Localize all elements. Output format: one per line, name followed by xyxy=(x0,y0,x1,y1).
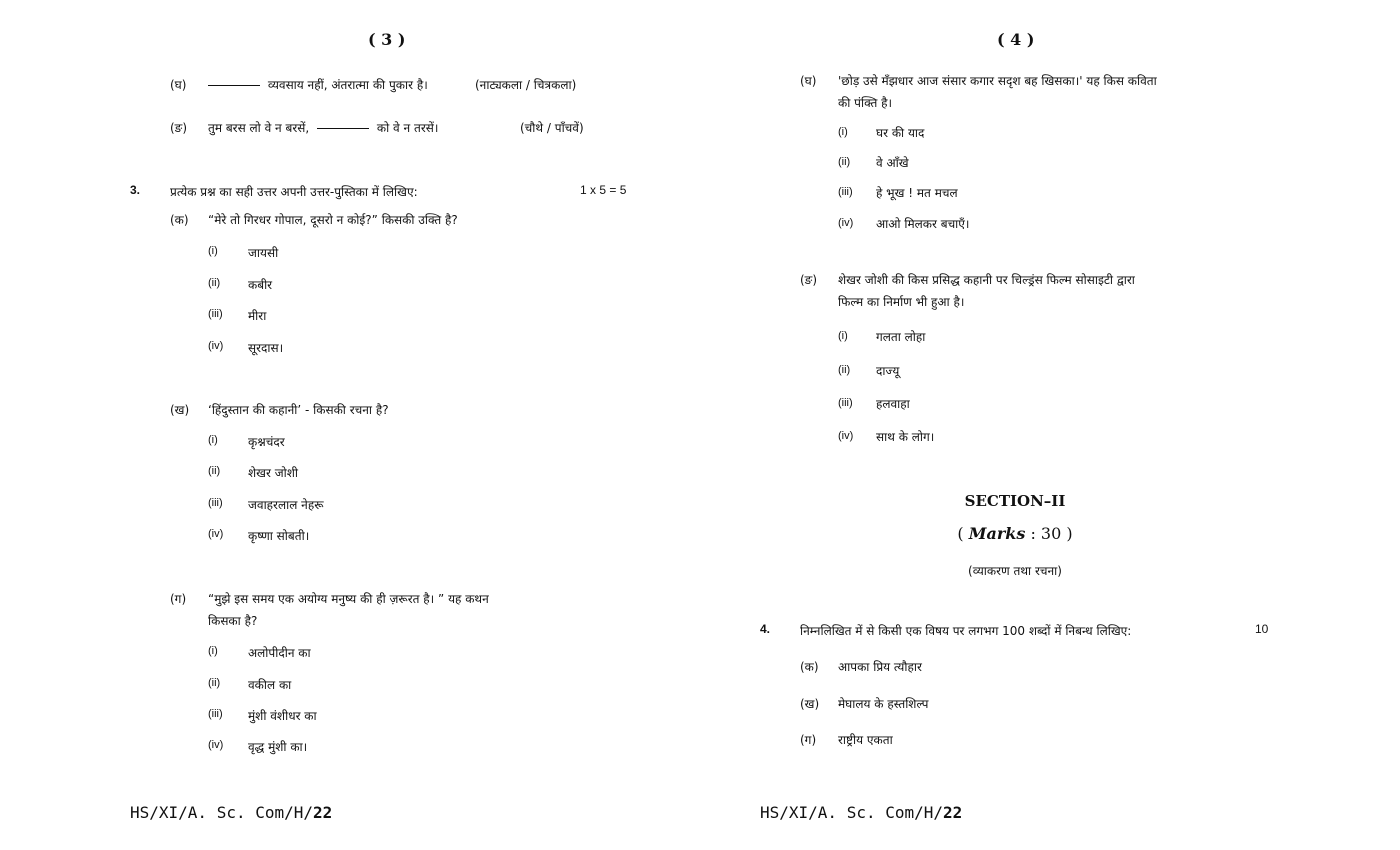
blank-space xyxy=(208,85,260,86)
option-number: (i) xyxy=(208,434,218,446)
question-marks: 1 x 5 = 5 xyxy=(580,183,627,197)
part-tag: (ख) xyxy=(170,403,190,417)
option-number: (i) xyxy=(208,245,218,257)
question-instruction: निम्नलिखित में से किसी एक विषय पर लगभग 100 शब्दों में निबन्ध लिखिए: xyxy=(800,624,1132,638)
option-text: गलता लोहा xyxy=(876,330,926,344)
option-text: कबीर xyxy=(248,278,273,292)
option-number: (ii) xyxy=(838,364,851,376)
question-instruction: प्रत्येक प्रश्न का सही उत्तर अपनी उत्तर-पुस्तिका में लिखिए: xyxy=(170,185,418,199)
option-text: हलवाहा xyxy=(876,397,910,411)
option-number: (ii) xyxy=(838,156,851,168)
section-heading: SECTION–II xyxy=(964,492,1066,510)
part-question-line2: किसका है? xyxy=(208,614,258,628)
part-question: “मेरे तो गिरधर गोपाल, दूसरो न कोई?” किसकी उक्ति है? xyxy=(208,213,458,227)
answer-choices: (नाट्यकला / चित्रकला) xyxy=(475,78,577,92)
option-number: (i) xyxy=(838,126,848,138)
page-number: ( 3 ) xyxy=(368,30,406,49)
part-tag: (क) xyxy=(170,213,189,227)
option-text: कृष्णा सोबती। xyxy=(248,529,310,543)
option-text: आओ मिलकर बचाएँ। xyxy=(876,217,970,231)
option-text: वकील का xyxy=(248,678,292,692)
option-number: (ii) xyxy=(208,277,221,289)
option-text: मीरा xyxy=(248,309,267,323)
fill-blank-line: तुम बरस लो वे न बरसें, को वे न तरसें। xyxy=(208,121,439,135)
option-number: (ii) xyxy=(208,465,221,477)
page-footer: HS/XI/A. Sc. Com/H/22 xyxy=(130,803,333,822)
option-text: सूरदास। xyxy=(248,341,284,355)
option-text: मुंशी वंशीधर का xyxy=(248,709,317,723)
option-text: दाज्यू xyxy=(876,364,900,378)
part-tag: (घ) xyxy=(800,74,817,88)
option-text: वे आँखे xyxy=(876,156,909,170)
question-number: 3. xyxy=(130,183,141,197)
option-text: घर की याद xyxy=(876,126,925,140)
item-tag: (घ) xyxy=(170,78,187,92)
option-number: (i) xyxy=(838,330,848,342)
topic-tag: (ख) xyxy=(800,697,820,711)
part-question: ‘हिंदुस्तान की कहानी’ - किसकी रचना है? xyxy=(208,403,389,417)
option-text: हे भूख ! मत मचल xyxy=(876,186,958,200)
option-text: अलोपीदीन का xyxy=(248,646,311,660)
part-tag: (ग) xyxy=(170,592,187,606)
option-number: (iv) xyxy=(208,739,224,751)
fill-blank-line: व्यवसाय नहीं, अंतरात्मा की पुकार है। xyxy=(208,76,428,93)
question-marks: 10 xyxy=(1255,622,1269,636)
part-question: 'छोड़ उसे मँझधार आज संसार कगार सदृश बह खिसका।' यह किस कविता xyxy=(838,74,1157,88)
topic-text: मेघालय के हस्तशिल्प xyxy=(838,697,929,711)
topic-text: राष्ट्रीय एकता xyxy=(838,733,893,747)
option-text: जायसी xyxy=(248,246,279,260)
option-number: (iv) xyxy=(838,430,854,442)
section-subtitle: (व्याकरण तथा रचना) xyxy=(968,564,1062,578)
part-question: “मुझे इस समय एक अयोग्य मनुष्य की ही ज़रूरत है। ” यह कथन xyxy=(208,592,489,606)
section-marks: ( Marks : 30 ) xyxy=(957,524,1073,543)
option-number: (iv) xyxy=(208,528,224,540)
option-text: साथ के लोग। xyxy=(876,430,935,444)
option-number: (iii) xyxy=(838,397,853,409)
option-number: (i) xyxy=(208,645,218,657)
part-question-line2: की पंक्ति है। xyxy=(838,96,893,110)
question-number: 4. xyxy=(760,622,771,636)
topic-tag: (क) xyxy=(800,660,819,674)
item-tag: (ङ) xyxy=(170,121,188,135)
page-number: ( 4 ) xyxy=(997,30,1035,49)
topic-text: आपका प्रिय त्यौहार xyxy=(838,660,922,674)
option-text: जवाहरलाल नेहरू xyxy=(248,498,324,512)
answer-choices: (चौथे / पाँचवें) xyxy=(520,121,584,135)
topic-tag: (ग) xyxy=(800,733,817,747)
part-question: शेखर जोशी की किस प्रसिद्ध कहानी पर चिल्ड्रंस फिल्म सोसाइटी द्वारा xyxy=(838,273,1135,287)
option-text: वृद्ध मुंशी का। xyxy=(248,740,308,754)
option-number: (iv) xyxy=(208,340,224,352)
part-question-line2: फिल्म का निर्माण भी हुआ है। xyxy=(838,295,965,309)
option-number: (iii) xyxy=(208,308,223,320)
part-tag: (ङ) xyxy=(800,273,818,287)
right-page xyxy=(700,0,1400,850)
option-number: (ii) xyxy=(208,677,221,689)
option-number: (iii) xyxy=(208,497,223,509)
page-footer: HS/XI/A. Sc. Com/H/22 xyxy=(760,803,963,822)
option-text: कृश्नचंदर xyxy=(248,435,285,449)
blank-space xyxy=(317,128,369,129)
option-number: (iv) xyxy=(838,217,854,229)
option-text: शेखर जोशी xyxy=(248,466,298,480)
option-number: (iii) xyxy=(208,708,223,720)
option-number: (iii) xyxy=(838,186,853,198)
